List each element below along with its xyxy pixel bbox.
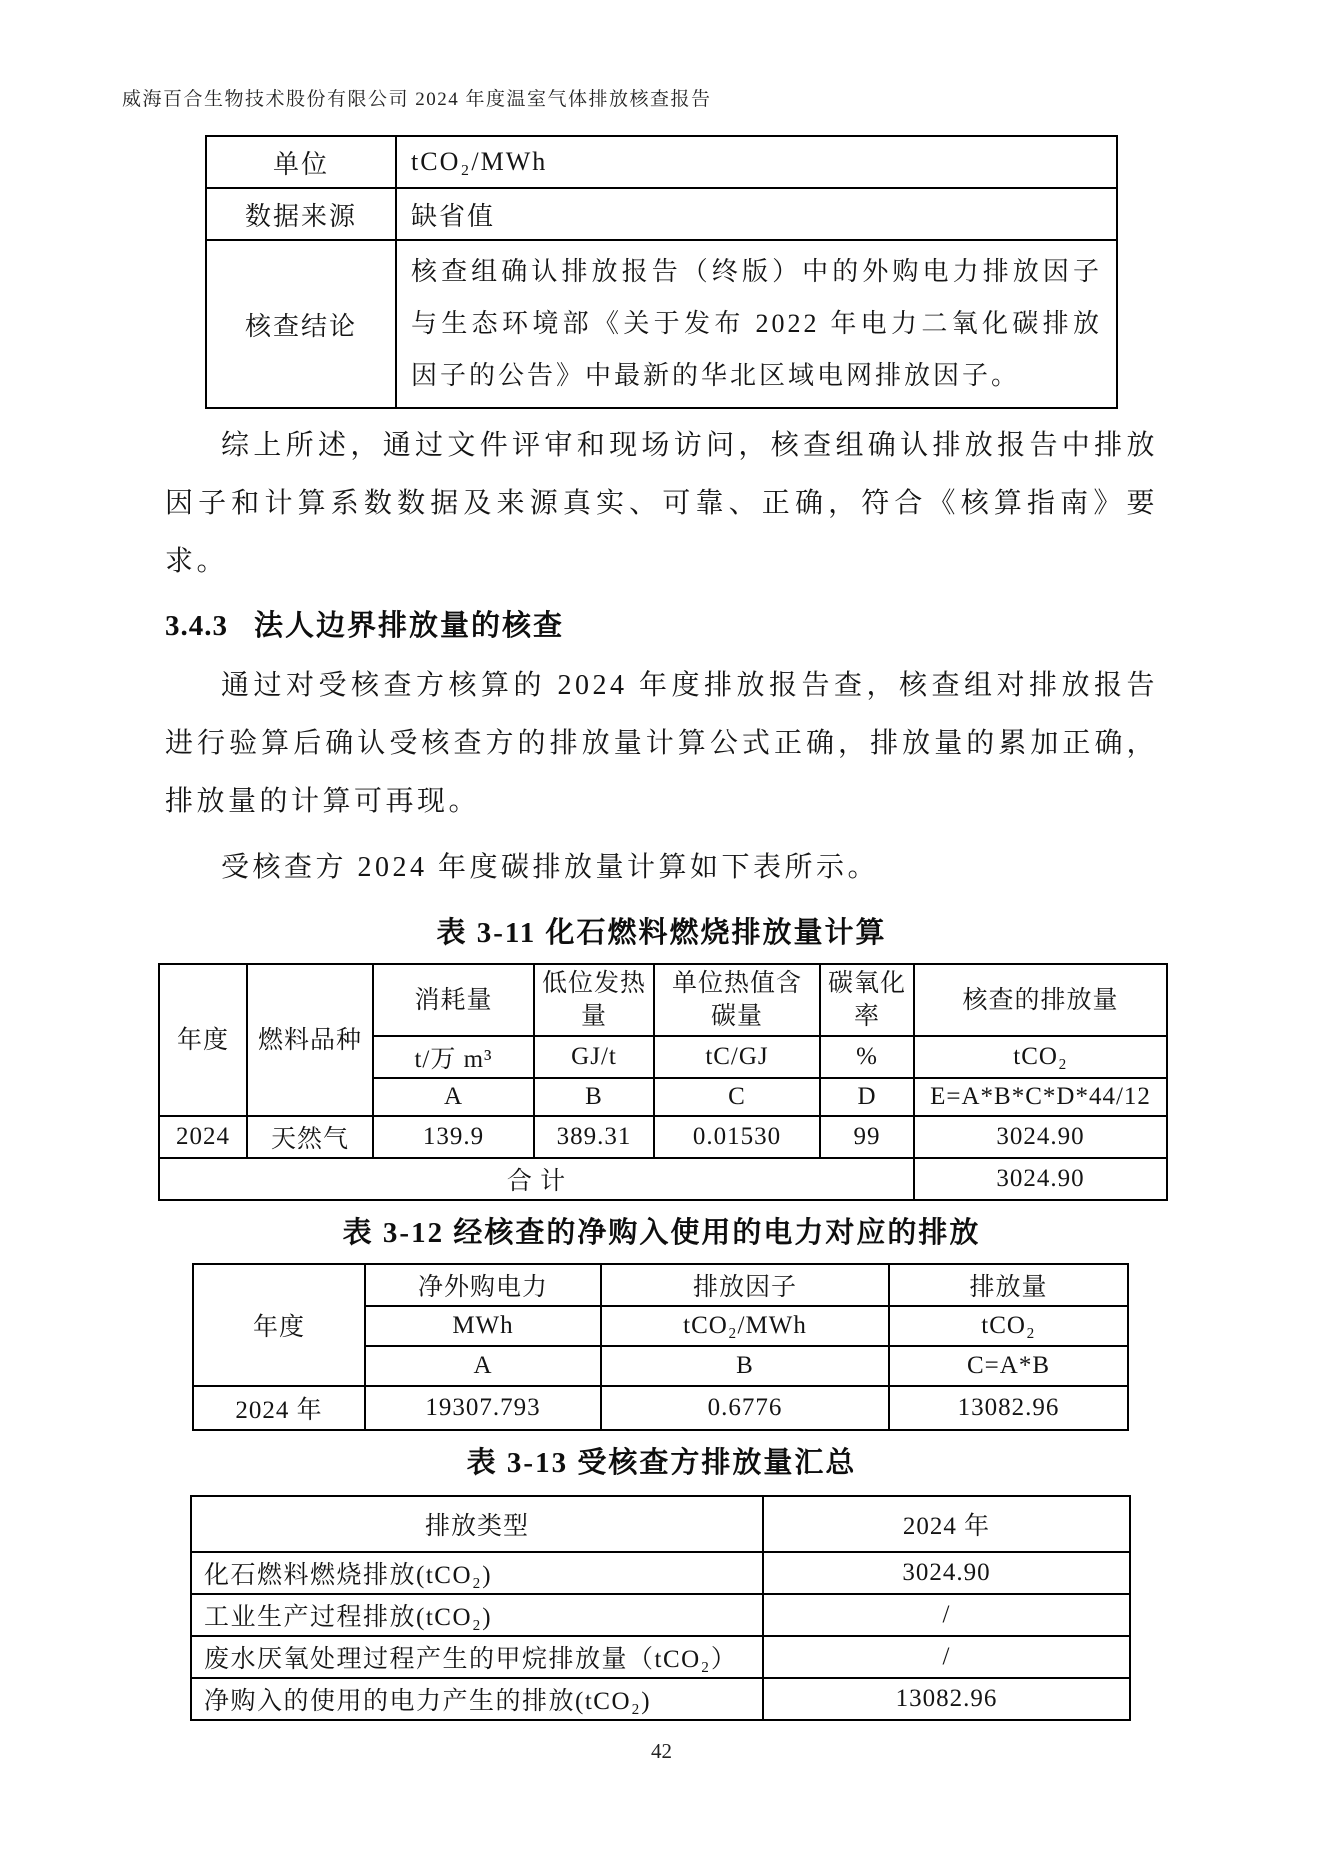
letter-e-formula: E=A*B*C*D*44/12 — [914, 1078, 1167, 1116]
unit-verified-emission: tCO₂ — [914, 1036, 1167, 1078]
cell-net-electricity-type: 净购入的使用的电力产生的排放(tCO₂) — [191, 1678, 763, 1720]
header-year: 年度 — [193, 1264, 365, 1386]
section-number: 3.4.3 — [165, 610, 228, 642]
table-row — [191, 1636, 1130, 1678]
table-3-13-title: 表 3-13 受核查方排放量汇总 — [466, 1447, 857, 1479]
letter-d: D — [820, 1078, 914, 1116]
unit-emission-factor: tCO₂/MWh — [601, 1306, 889, 1346]
table-total-row — [159, 1158, 1167, 1200]
cell-net-purchased-electricity: 19307.793 — [365, 1386, 601, 1430]
cell-industrial-process-value: / — [763, 1594, 1130, 1636]
info-value-unit: tCO₂/MWh — [396, 136, 1117, 188]
summary-paragraph: 综上所述，通过文件评审和现场访问，核查组确认排放报告中排放因子和计算系数数据及来源真实、可靠、正确，符合《核算指南》要求。 — [165, 430, 1158, 577]
info-label-conclusion: 核查结论 — [206, 240, 396, 408]
header-year: 年度 — [159, 964, 247, 1116]
cell-net-electricity-value: 13082.96 — [763, 1678, 1130, 1720]
table-row — [191, 1678, 1130, 1720]
cell-fossil-fuel-type: 化石燃料燃烧排放(tCO₂) — [191, 1552, 763, 1594]
emission-summary-table — [190, 1495, 1131, 1721]
table-row — [206, 136, 1117, 188]
section-heading-3-4-3 — [165, 603, 1323, 649]
unit-emission-amount: tCO₂ — [889, 1306, 1128, 1346]
section-title: 法人边界排放量的核查 — [254, 610, 565, 642]
table-row — [191, 1594, 1130, 1636]
letter-a: A — [373, 1078, 534, 1116]
cell-emission-amount: 13082.96 — [889, 1386, 1128, 1430]
header-net-purchased-electricity: 净外购电力 — [365, 1264, 601, 1306]
info-label-unit: 单位 — [206, 136, 396, 188]
cell-fossil-fuel-value: 3024.90 — [763, 1552, 1130, 1594]
table-row — [191, 1552, 1130, 1594]
table-header-row — [159, 964, 1167, 1036]
cell-emission-factor: 0.6776 — [601, 1386, 889, 1430]
unit-carbon-content: tC/GJ — [654, 1036, 820, 1078]
table-3-11-title: 表 3-11 化石燃料燃烧排放量计算 — [436, 917, 887, 949]
cell-oxidation-rate: 99 — [820, 1116, 914, 1158]
info-value-conclusion: 核查组确认排放报告（终版）中的外购电力排放因子与生态环境部《关于发布 2022 年电力二氧化碳排放因子的公告》中最新的华北区域电网排放因子。 — [396, 240, 1117, 408]
header-verified-emission: 核查的排放量 — [914, 964, 1167, 1036]
header-oxidation-rate: 碳氧化率 — [820, 964, 914, 1036]
cell-year: 2024 — [159, 1116, 247, 1158]
cell-industrial-process-type: 工业生产过程排放(tCO₂) — [191, 1594, 763, 1636]
header-emission-amount: 排放量 — [889, 1264, 1128, 1306]
body-paragraph-1: 通过对受核查方核算的 2024 年度排放报告查，核查组对排放报告进行验算后确认受核查方的排放量计算公式正确，排放量的累加正确，排放量的计算可再现。 — [165, 670, 1158, 817]
header-year-2024: 2024 年 — [763, 1496, 1130, 1552]
cell-carbon-content: 0.01530 — [654, 1116, 820, 1158]
purchased-electricity-emission-table — [192, 1263, 1129, 1431]
table-row — [206, 240, 1117, 408]
header-fuel-type: 燃料品种 — [247, 964, 373, 1116]
total-label: 合 计 — [159, 1158, 914, 1200]
body-paragraph-2: 受核查方 2024 年度碳排放量计算如下表所示。 — [221, 852, 880, 883]
unit-net-purchased-electricity: MWh — [365, 1306, 601, 1346]
table-data-row — [159, 1116, 1167, 1158]
cell-year: 2024 年 — [193, 1386, 365, 1430]
table-header-row — [191, 1496, 1130, 1552]
table-3-12-title: 表 3-12 经核查的净购入使用的电力对应的排放 — [342, 1217, 981, 1249]
header-emission-type: 排放类型 — [191, 1496, 763, 1552]
cell-wastewater-methane-type: 废水厌氧处理过程产生的甲烷排放量（tCO₂） — [191, 1636, 763, 1678]
letter-c-formula: C=A*B — [889, 1346, 1128, 1386]
unit-oxidation-rate: % — [820, 1036, 914, 1078]
unit-calorific-value: GJ/t — [534, 1036, 654, 1078]
table-data-row — [193, 1386, 1128, 1430]
cell-consumption: 139.9 — [373, 1116, 534, 1158]
header-emission-factor: 排放因子 — [601, 1264, 889, 1306]
letter-a: A — [365, 1346, 601, 1386]
page-number: 42 — [651, 1739, 672, 1763]
emission-factor-info-table — [205, 135, 1118, 409]
cell-fuel: 天然气 — [247, 1116, 373, 1158]
cell-calorific-value: 389.31 — [534, 1116, 654, 1158]
table-row — [206, 188, 1117, 240]
cell-verified-emission: 3024.90 — [914, 1116, 1167, 1158]
header-carbon-content: 单位热值含碳量 — [654, 964, 820, 1036]
info-value-data-source: 缺省值 — [396, 188, 1117, 240]
fossil-fuel-emission-table — [158, 963, 1168, 1201]
table-header-row — [193, 1264, 1128, 1306]
unit-consumption: t/万 m³ — [373, 1036, 534, 1078]
info-label-data-source: 数据来源 — [206, 188, 396, 240]
letter-c: C — [654, 1078, 820, 1116]
cell-wastewater-methane-value: / — [763, 1636, 1130, 1678]
total-value: 3024.90 — [914, 1158, 1167, 1200]
letter-b: B — [534, 1078, 654, 1116]
page-header-title: 威海百合生物技术股份有限公司 2024 年度温室气体排放核查报告 — [122, 89, 712, 110]
header-calorific-value: 低位发热量 — [534, 964, 654, 1036]
letter-b: B — [601, 1346, 889, 1386]
header-consumption: 消耗量 — [373, 964, 534, 1036]
